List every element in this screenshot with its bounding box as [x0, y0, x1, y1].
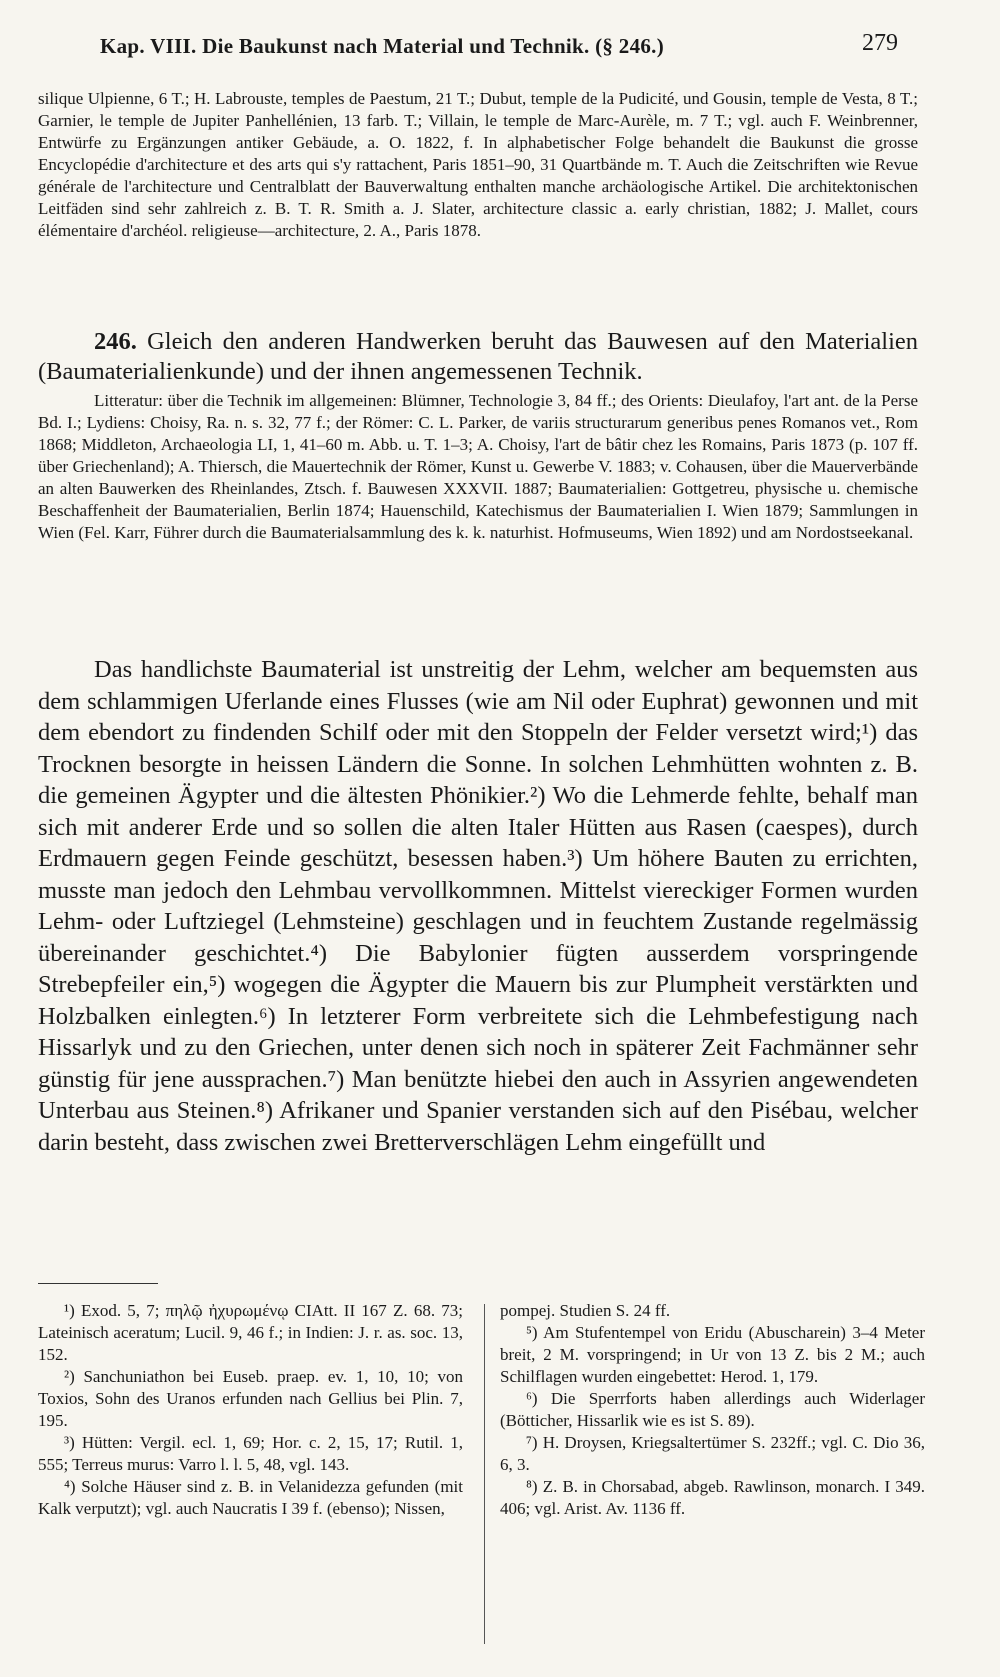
footnotes: [38, 1300, 925, 1660]
literature-continued: silique Ulpienne, 6 T.; H. Labrouste, temples de Paestum, 21 T.; Dubut, temple de la Pudicité, und Gousin, temple de Vesta, 8 T.; Garnier, le temple de Jupiter Panhellénien, 13 farb. T.; Villain, le temple de Marc-Aurèle, m. 7 T.; vgl. auch F. Weinbrenner, Entwürfe zu Ergänzungen antiker Gebäude, a. O. 1822, f. In alphabetischer Folge behandelt die Baukunst die grosse Encyclopédie d'architecture et des arts qui s'y rattachent, Paris 1851–90, 31 Quartbände m. T. Auch die Zeitschriften wie Revue générale de l'architecture und Centralblatt der Bauverwaltung enthalten manche archäologische Artikel. Die architektonischen Leitfäden sind sehr zahlreich z. B. T. R. Smith a. J. Slater, architecture classic a. early christian, 1882; J. Mallet, cours élémentaire d'archéol. religieuse—architecture, 2. A., Paris 1878.: [38, 89, 918, 240]
footnote-1: ¹) Exod. 5, 7; πηλῷ ἠχυρωμένῳ CIAtt. II 167 Z. 68. 73; Lateinisch aceratum; Lucil. 9, 46 f.; in Indien: J. r. as. soc. 13, 152.: [38, 1301, 463, 1364]
footnote-4: ⁴) Solche Häuser sind z. B. in Velanidezza gefunden (mit Kalk verputzt); vgl. auch Naucratis I 39 f. (ebenso); Nissen,: [38, 1477, 463, 1518]
section-number: 246.: [94, 328, 137, 355]
page-number: 279: [862, 30, 898, 56]
footnote-2: ²) Sanchuniathon bei Euseb. praep. ev. 1, 10, 10; von Toxios, Sohn des Uranos erfunden nach Gellius bei Plin. 7, 195.: [38, 1367, 463, 1430]
footnote-7: ⁷) H. Droysen, Kriegsaltertümer S. 232ff.; vgl. C. Dio 36, 6, 3.: [500, 1433, 925, 1474]
footnote-3: ³) Hütten: Vergil. ecl. 1, 69; Hor. c. 2, 15, 17; Rutil. 1, 555; Terreus murus: Varro l. l. 5, 48, vgl. 143.: [38, 1433, 463, 1474]
footnote-5: ⁵) Am Stufentempel von Eridu (Abuscharein) 3–4 Meter breit, 2 M. vorspringend; in Ur von 13 Z. bis 2 M.; auch Schilflagen wurden eingebettet: Herod. 1, 179.: [500, 1323, 925, 1386]
footnote-separator: [38, 1283, 158, 1284]
chapter-title: Kap. VIII. Die Baukunst nach Material und Technik. (§ 246.): [100, 34, 665, 58]
footnote-8: ⁸) Z. B. in Chorsabad, abgeb. Rawlinson, monarch. I 349. 406; vgl. Arist. Av. 1136 ff.: [500, 1477, 925, 1518]
footnotes-right-column: [500, 1300, 925, 1520]
main-paragraph: Das handlichste Baumaterial ist unstreitig der Lehm, welcher am bequemsten aus dem schlammigen Uferlande eines Flusses (wie am Nil oder Euphrat) gewonnen und mit dem ebendort zu findenden Schilf oder mit den Stoppeln der Felder versetzt wird;¹) das Trocknen besorgte in heissen Ländern die Sonne. In solchen Lehmhütten wohnten z. B. die gemeinen Ägypter und die ältesten Phönikier.²) Wo die Lehmerde fehlte, behalf man sich mit anderer Erde und so sollen die alten Italer Hütten aus Rasen (caespes), durch Erdmauern gegen Feinde geschützt, besessen haben.³) Um höhere Bauten zu errichten, musste man jedoch den Lehmbau vervollkommnen. Mittelst viereckiger Formen wurden Lehm- oder Luftziegel (Lehmsteine) geschlagen und in feuchtem Zustande regelmässig übereinander geschichtet.⁴) Die Babylonier fügten ausserdem vorspringende Strebepfeiler ein,⁵) wogegen die Ägypter die Mauern bis zur Plumpheit verstärkten und Holzbalken einlegten.⁶) In letzterer Form verbreitete sich die Lehmbefestigung nach Hissarlyk und zu den Griechen, unter denen sich noch in späterer Zeit Fachmänner sehr günstig für jene aussprachen.⁷) Man benützte hiebei den auch in Assyrien angewendeten Unterbau aus Steinen.⁸) Afrikaner und Spanier verstanden sich auf den Pisébau, welcher darin besteht, dass zwischen zwei Bretterverschlägen Lehm eingefüllt und: [38, 656, 918, 1156]
footnotes-left-column: [38, 1300, 463, 1520]
running-header: [100, 30, 900, 68]
footnote-4-continued: pompej. Studien S. 24 ff.: [500, 1301, 671, 1320]
column-divider: [484, 1304, 485, 1644]
section-246: [38, 327, 918, 387]
literature-section: Litteratur: über die Technik im allgemeinen: Blümner, Technologie 3, 84 ff.; des Orients: Dieulafoy, l'art ant. de la Perse Bd. I.; Lydiens: Choisy, Ra. n. s. 32, 77 f.; der Römer: C. L. Parker, de variis structurarum generibus penes Romanos vet., Rom 1868; Middleton, Archaeologia LI, 1, 41–60 m. Abb. u. T. 1–3; A. Choisy, l'art de bâtir chez les Romains, Paris 1873 (p. 107 ff. über Griechenland); A. Thiersch, die Mauertechnik der Römer, Kunst u. Gewerbe V. 1883; v. Cohausen, über die Mauerverbände an alten Bauwerken des Rheinlandes, Ztsch. f. Bauwesen XXXVII. 1887; Baumaterialien: Gottgetreu, physische u. chemische Beschaffenheit der Baumaterialien, Berlin 1874; Hauenschild, Katechismus der Baumaterialien I. Wien 1879; Sammlungen in Wien (Fel. Karr, Führer durch die Baumaterialsammlung des k. k. naturhist. Hofmuseums, Wien 1892) und am Nordostseekanal.: [38, 391, 918, 542]
footnote-6: ⁶) Die Sperrforts haben allerdings auch Widerlager (Bötticher, Hissarlik wie es ist S. 89).: [500, 1389, 925, 1430]
section-intro-text: Gleich den anderen Handwerken beruht das Bauwesen auf den Materialien (Baumaterialienkunde) und der ihnen angemessenen Technik.: [38, 328, 919, 385]
